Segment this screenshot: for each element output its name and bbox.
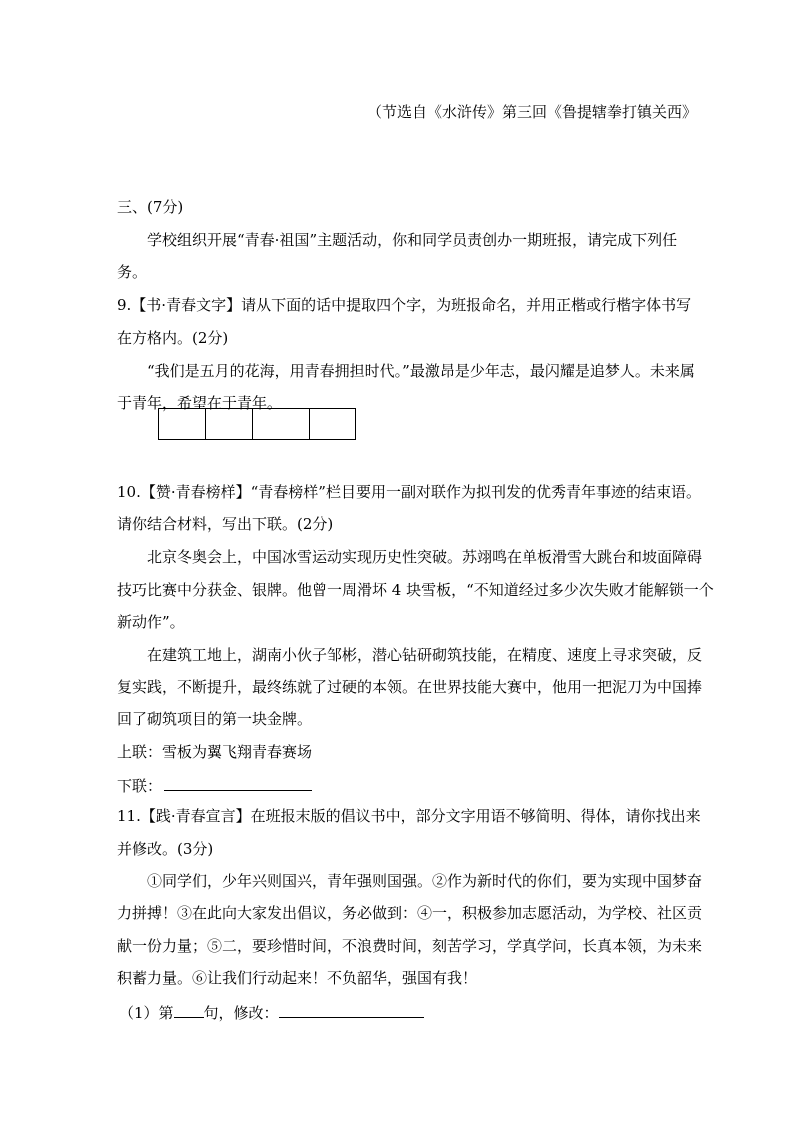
couplet-lower: [117, 774, 312, 796]
grid-cell-1[interactable]: [159, 409, 206, 439]
q11-answer-1: [119, 1001, 424, 1023]
q9-prompt-line-2: 在方格内。(2分): [117, 329, 229, 347]
couplet-lower-label: 下联：: [117, 777, 163, 795]
q10-prompt-line-2: 请你结合材料，写出下联。(2分): [117, 515, 334, 533]
q10-material1-line-2: 技巧比赛中分获金、银牌。他曾一周滑坏 4 块雪板，“不知道经过多少次失败才能解锁一个: [117, 581, 714, 599]
couplet-lower-blank[interactable]: [164, 774, 312, 791]
answer-grid: [158, 408, 356, 440]
q10-prompt-line-1: 10.【赞·青春榜样】“青春榜样”栏目要用一副对联作为拟刊发的优秀青年事迹的结束语。: [117, 483, 701, 501]
q9-quote-line-1: “我们是五月的花海，用青春拥担时代。”最激昂是少年志，最闪耀是追梦人。未来属: [147, 362, 695, 380]
q11-prompt-line-1: 11.【践·青春宣言】在班报末版的倡议书中，部分文字用语不够简明、得体，请你找出来: [117, 807, 701, 825]
answer-middle: 句，修改：: [203, 1004, 279, 1022]
grid-cell-3[interactable]: [253, 409, 310, 439]
grid-cell-2[interactable]: [206, 409, 253, 439]
initiative-line-4: 积蓄力量。⑥让我们行动起来！不负韶华，强国有我！: [117, 969, 478, 987]
initiative-line-1: ①同学们，少年兴则国兴，青年强则国强。②作为新时代的你们，要为实现中国梦奋: [147, 872, 703, 890]
grid-cell-4[interactable]: [310, 409, 355, 439]
q9-quote-line-2: 于青年，希望在于青年。: [117, 394, 283, 412]
section-intro-line-2: 务。: [117, 263, 148, 281]
q11-prompt-line-2: 并修改。(3分): [117, 840, 214, 858]
initiative-line-3: 献一份力量；⑤二，要珍惜时间，不浪费时间，刻苦学习，学真学问，长真本领，为未来: [117, 937, 703, 955]
initiative-line-2: 力拼搏！③在此向大家发出倡议，务必做到：④一，积极参加志愿活动，为学校、社区贡: [117, 904, 703, 922]
q10-material1-line-3: 新动作”。: [117, 613, 185, 631]
revision-blank[interactable]: [279, 1001, 424, 1018]
q9-prompt-line-1: 9.【书·青春文字】请从下面的话中提取四个字，为班报命名，并用正楷或行楷字体书写: [117, 296, 692, 314]
answer-prefix: （1）第: [119, 1004, 174, 1022]
couplet-upper: 上联：雪板为翼飞翔青春赛场: [117, 743, 313, 761]
source-note: （节选自《水浒传》第三回《鲁提辖拳打镇关西》: [367, 103, 698, 121]
q10-material2-line-3: 回了砌筑项目的第一块金牌。: [117, 710, 313, 728]
section-intro-line-1: 学校组织开展“青春·祖国”主题活动，你和同学员责创办一期班报，请完成下列任: [147, 231, 678, 249]
sentence-number-blank[interactable]: [174, 1001, 204, 1018]
q10-material1-line-1: 北京冬奥会上，中国冰雪运动实现历史性突破。苏翊鸣在单板滑雪大跳台和坡面障碍: [147, 548, 703, 566]
section-heading: 三、(7分): [117, 198, 184, 216]
q10-material2-line-1: 在建筑工地上，湖南小伙子邹彬，潜心钻研砌筑技能，在精度、速度上寻求突破，反: [147, 646, 703, 664]
q10-material2-line-2: 复实践，不断提升，最终练就了过硬的本领。在世界技能大赛中，他用一把泥刀为中国捧: [117, 678, 703, 696]
